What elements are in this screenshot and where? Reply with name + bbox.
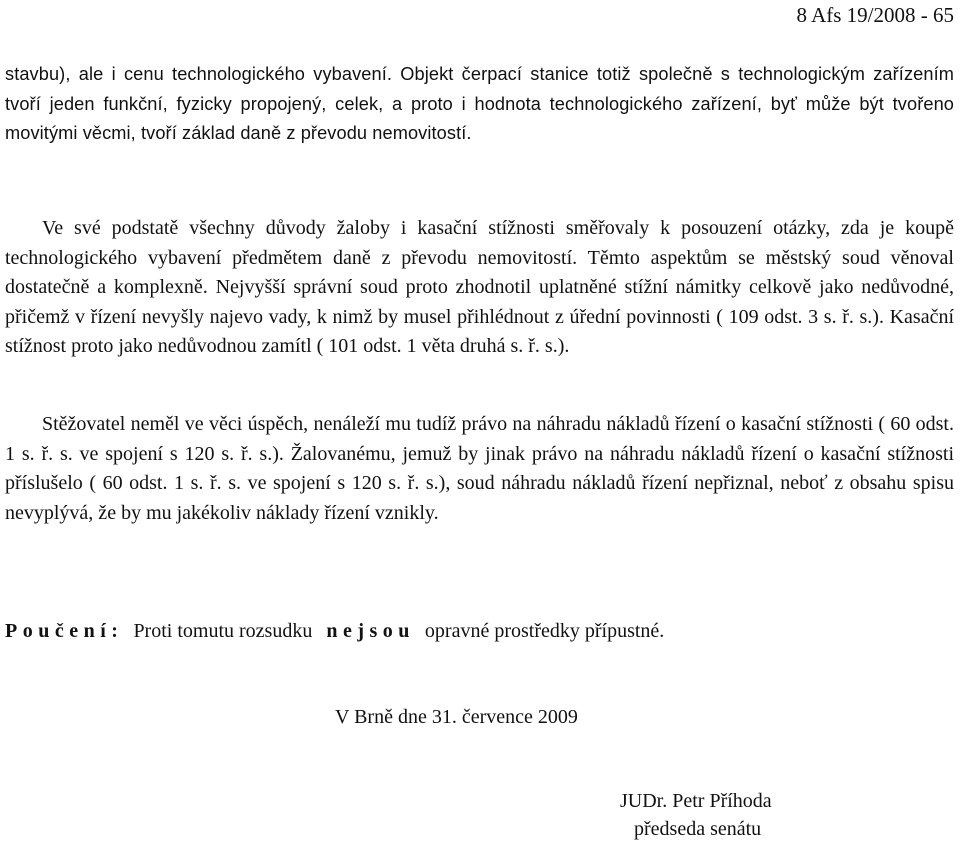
place-and-date: V Brně dne 31. července 2009 <box>335 706 578 728</box>
judge-name: JUDr. Petr Příhoda <box>620 790 772 812</box>
paragraph-text: Ve své podstatě všechny důvody žaloby i kasační stížnosti směřovaly k posouzení otázky, zda je koupě technologického vybavení předmětem daně z převodu nemovitostí. Těmto aspektům se městský soud věnoval dostatečně a komplexně. <box>5 217 954 298</box>
paragraph-costs: Stěžovatel neměl ve věci úspěch, nenáleží mu tudíž právo na náhradu nákladů řízení o kasační stížnosti ( 60 odst. 1 s. ř. s. ve spojení s 120 s. ř. s.). Žalovanému, jemuž by jinak právo na náhradu nákladů řízení o kasační stížnosti příslušelo ( 60 odst. 1 s. ř. s. ve spojení s 120 s. ř. s.), soud náhradu nákladů řízení nepřiznal, neboť z obsahu spisu nevyplývá, že by mu jakékoliv náklady řízení vznikly. <box>5 413 954 524</box>
judge-role: předseda senátu <box>634 818 762 840</box>
signature-block <box>620 787 772 843</box>
instruction-text-before: Proti tomutu rozsudku <box>133 620 313 642</box>
paragraph-text-continued: Nejvyšší správní soud proto zhodnotil uplatněné stížní námitky celkově jako nedůvodné, přičemž v řízení nevyšly najevo vady, k nimž by musel přihlédnout z úřední povinnosti ( 109 odst. 3 s. ř. s.). Kasační stížnost proto jako nedůvodnou zamítl ( 101 odst. 1 věta druhá s. ř. s.). <box>5 276 955 357</box>
paragraph-assessment <box>5 214 954 362</box>
paragraph-text-sans-continued: Objekt čerpací stanice totiž společně s technologickým zařízením tvoří jeden funkční, fyzicky propojený, celek, a proto i hodnota technologického zařízení, byť může být tvořeno movitými věcmi, tvoří základ daně z převodu nemovitostí. <box>5 64 954 143</box>
instruction-label: Poučení: <box>5 620 124 642</box>
instruction-emphasis: nejsou <box>326 620 415 642</box>
paragraph-text-sans: stavbu), ale i cenu technologického vybavení. <box>5 64 392 84</box>
instruction-text-after: opravné prostředky přípustné. <box>424 620 665 642</box>
instruction-line <box>5 617 664 645</box>
paragraph-technology-value <box>5 60 954 149</box>
case-number: 8 Afs 19/2008 - 65 <box>796 3 954 27</box>
